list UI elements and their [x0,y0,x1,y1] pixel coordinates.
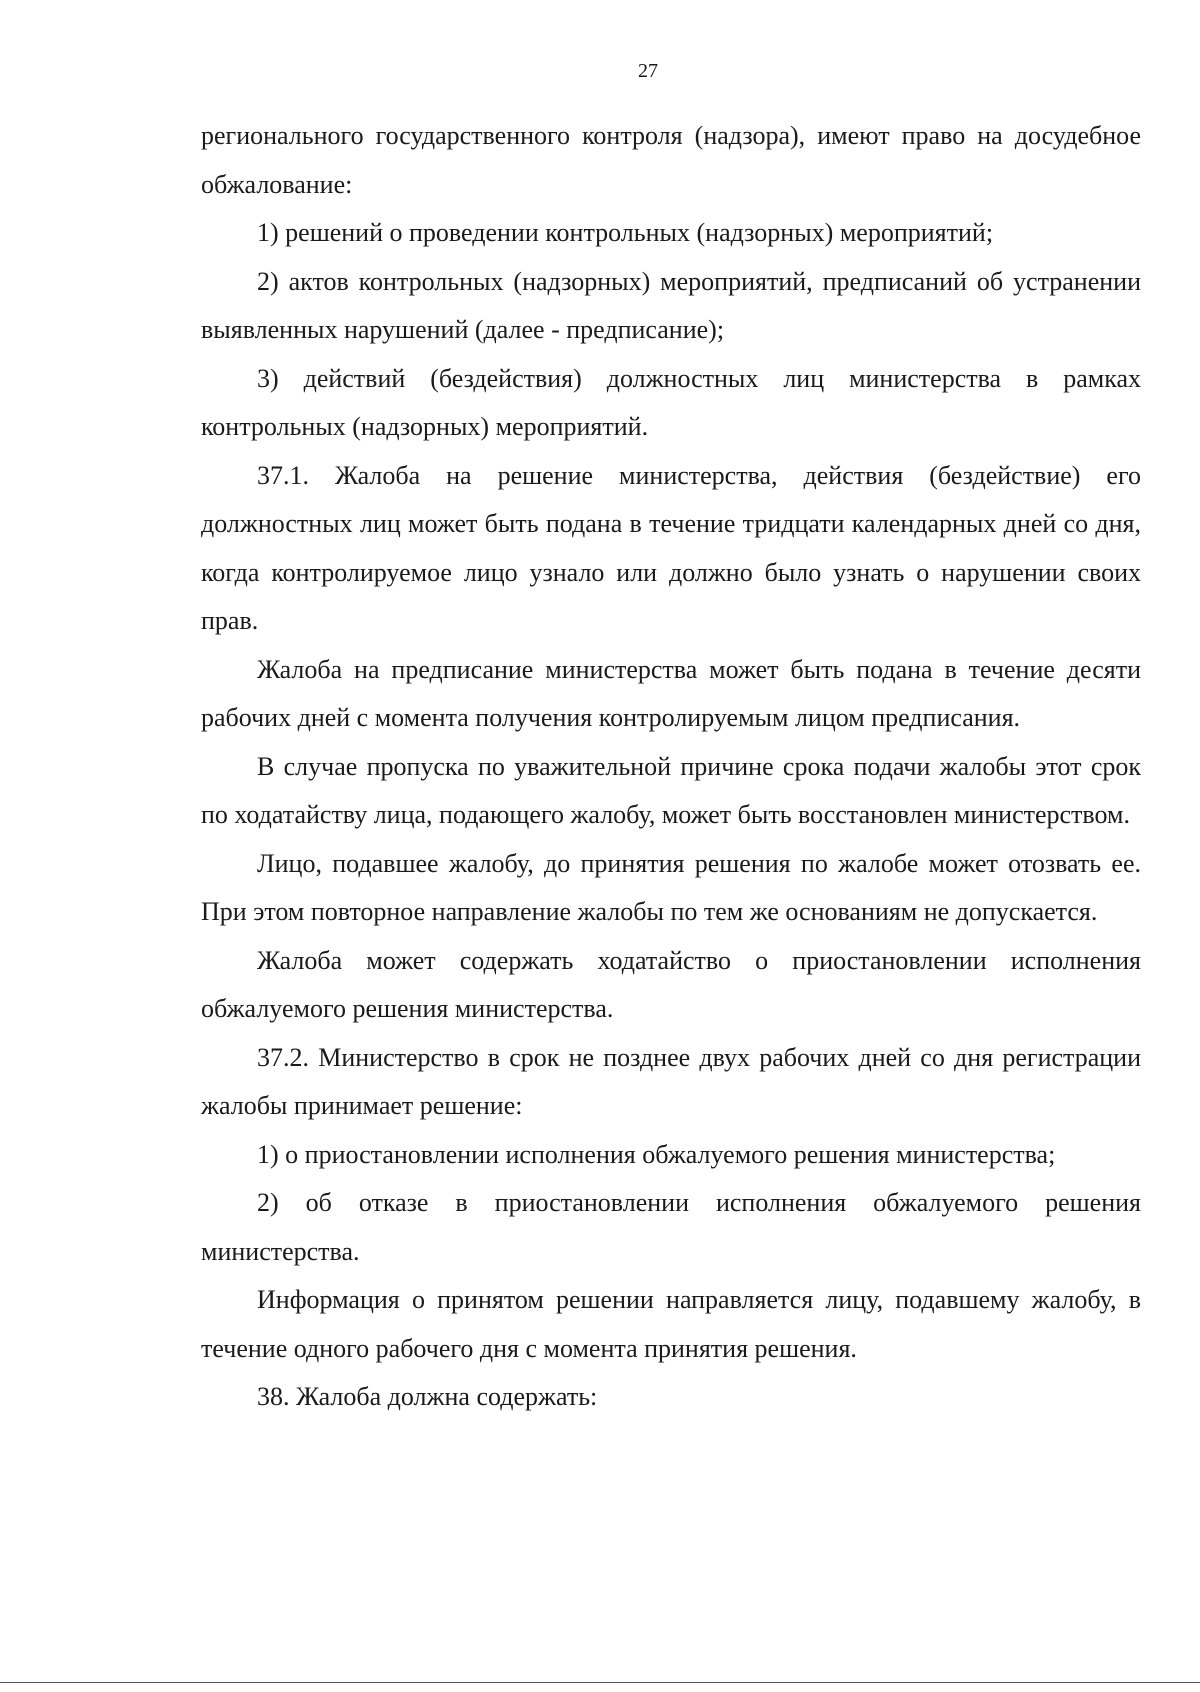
section-37-1: 37.1. Жалоба на решение министерства, действия (бездействие) его должностных лиц может быть подана в течение тридцати календарных дней со дня, когда контролируемое лицо узнало или должно было узнать о нарушении своих прав. [201,460,1141,635]
list-item-acts: 2) актов контрольных (надзорных) мероприятий, предписаний об устранении выявленных нарушений (далее - предписание); [201,266,1141,344]
bottom-divider [0,1682,1200,1683]
list-item-actions: 3) действий (бездействия) должностных лиц министерства в рамках контрольных (надзорных) мероприятий. [201,363,1141,441]
paragraph-suspension-petition: Жалоба может содержать ходатайство о приостановлении исполнения обжалуемого решения министерства. [201,945,1141,1023]
paragraph-continuation: регионального государственного контроля (надзора), имеют право на досудебное обжалование: [201,121,1141,199]
page-number: 27 [638,60,658,82]
list-item-refuse: 2) об отказе в приостановлении исполнения обжалуемого решения министерства. [201,1188,1141,1266]
section-37-2: 37.2. Министерство в срок не позднее двух рабочих дней со дня регистрации жалобы принимает решение: [201,1042,1141,1120]
list-item-decisions: 1) решений о проведении контрольных (надзорных) мероприятий; [257,218,994,247]
section-38: 38. Жалоба должна содержать: [257,1382,598,1411]
paragraph-withdrawal: Лицо, подавшее жалобу, до принятия решения по жалобе может отозвать ее. При этом повторное направление жалобы по тем же основаниям не допускается. [201,848,1141,926]
paragraph-deadline-restoration: В случае пропуска по уважительной причине срока подачи жалобы этот срок по ходатайству лица, подающего жалобу, может быть восстановлен министерством. [201,751,1141,829]
list-item-suspend: 1) о приостановлении исполнения обжалуемого решения министерства; [257,1139,1056,1169]
paragraph-notification: Информация о принятом решении направляется лицу, подавшему жалобу, в течение одного рабочего дня с момента принятия решения. [201,1285,1141,1363]
paragraph-prescription-complaint: Жалоба на предписание министерства может быть подана в течение десяти рабочих дней с момента получения контролируемым лицом предписания. [201,654,1141,732]
document-body [201,112,1141,1422]
